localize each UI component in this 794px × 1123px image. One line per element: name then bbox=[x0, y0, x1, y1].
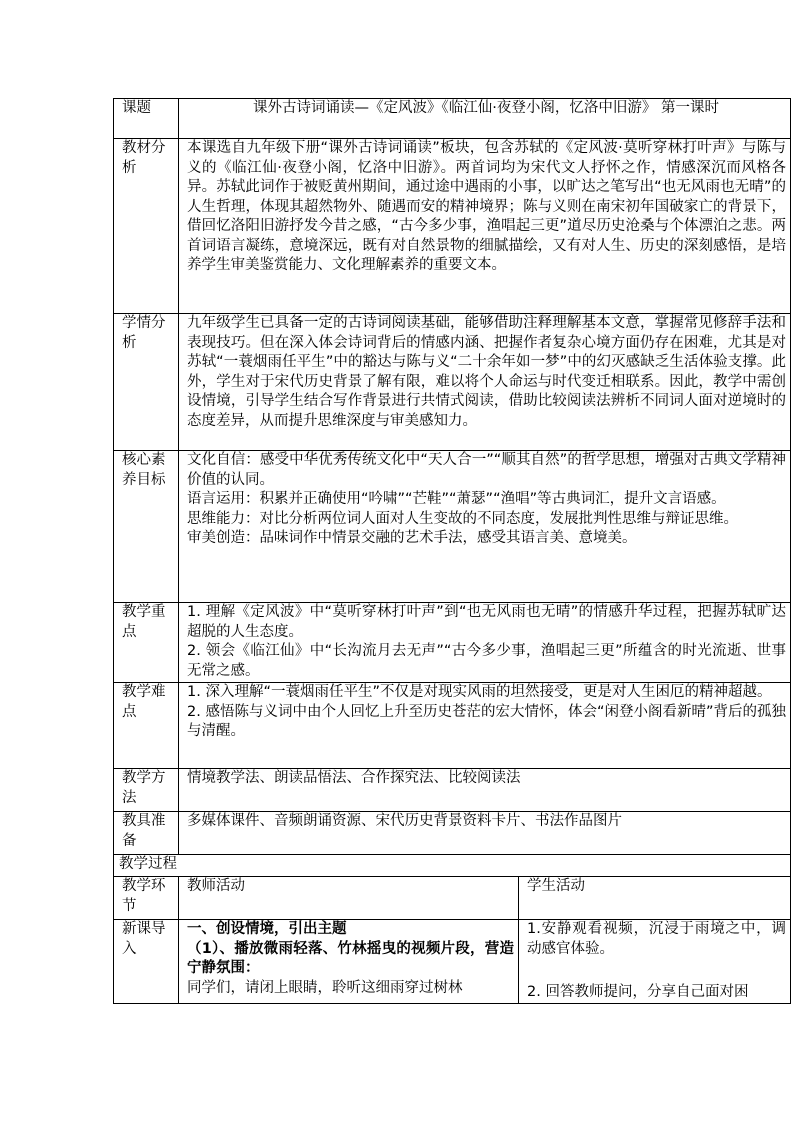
goal-item: 语言运用：积累并正确使用“吟啸”“芒鞋”“萧瑟”“渔唱”等古典词汇，提升文言语感。 bbox=[187, 491, 726, 507]
row-process bbox=[114, 855, 791, 877]
goal-item: 文化自信：感受中华优秀传统文化中“天人合一”“顺其自然”的哲学思想，增强对古典文学精神价值的认同。 bbox=[187, 452, 786, 488]
row-goals bbox=[114, 451, 791, 603]
row-difficulty bbox=[114, 683, 791, 769]
material-analysis-text: 本课选自九年级下册“课外古诗词诵读”板块，包含苏轼的《定风波·莫听穿林打叶声》与陈与义的《临江仙·夜登小阁，忆洛中旧游》。两首词均为宋代文人抒怀之作，情感深沉而风格各异。苏轼此词作于被贬黄州期间，通过途中遇雨的小事，以旷达之笔写出“也无风雨也无晴”的人生哲理，体现其超然物外、随遇而安的精神境界；陈与义则在南宋初年国破家亡的背景下，借回忆洛阳旧游抒发今昔之感，“古今多少事，渔唱起三更”道尽历史沧桑与个体漂泊之悲。两首词语言凝练，意境深远，既有对自然景物的细腻描绘，又有对人生、历史的深刻感悟，是培养学生审美鉴赏能力、文化理解素养的重要文本。 bbox=[179, 139, 791, 314]
row-material bbox=[114, 139, 791, 314]
row-methods bbox=[114, 769, 791, 812]
difficulty-item: 2. 感悟陈与义词中由个人回忆上升至历史苍茫的宏大情怀，体会“闲登小阁看新晴”背后的孤独与清醒。 bbox=[187, 703, 786, 739]
focus-item: 1. 理解《定风波》中“莫听穿林打叶声”到“也无风雨也无晴”的情感升华过程，把握苏轼旷达超脱的人生态度。 bbox=[187, 604, 786, 640]
student-item: 1.安静观看视频，沉浸于雨境之中，调动感官体验。 bbox=[527, 921, 786, 957]
teacher-heading: 一、创设情境，引出主题 bbox=[187, 921, 347, 937]
row-process-header bbox=[114, 877, 791, 920]
teaching-difficulty bbox=[179, 683, 791, 769]
label-methods: 教学方法 bbox=[114, 769, 179, 812]
teaching-methods: 情境教学法、朗读品悟法、合作探究法、比较阅读法 bbox=[179, 769, 791, 812]
label-title: 课题 bbox=[114, 99, 179, 139]
header-student: 学生活动 bbox=[519, 877, 791, 920]
row-tools bbox=[114, 812, 791, 855]
stage-label: 新课导入 bbox=[114, 920, 179, 1004]
label-difficulty: 教学难点 bbox=[114, 683, 179, 769]
row-focus bbox=[114, 603, 791, 683]
label-tools: 教具准备 bbox=[114, 812, 179, 855]
header-teacher: 教师活动 bbox=[179, 877, 519, 920]
core-goals bbox=[179, 451, 791, 603]
lesson-title: 课外古诗词诵读—《定风波》《临江仙·夜登小阁，忆洛中旧游》 第一课时 bbox=[179, 99, 791, 139]
header-stage: 教学环节 bbox=[114, 877, 179, 920]
lesson-plan-table bbox=[113, 98, 791, 1004]
teaching-tools: 多媒体课件、音频朗诵资源、宋代历史背景资料卡片、书法作品图片 bbox=[179, 812, 791, 855]
teacher-subheading: （1）、播放微雨轻落、竹林摇曳的视频片段，营造宁静氛围： bbox=[187, 940, 514, 976]
row-stage-intro bbox=[114, 920, 791, 1004]
student-activity bbox=[519, 920, 791, 1004]
label-material: 教材分析 bbox=[114, 139, 179, 314]
goal-item: 审美创造：品味词作中情景交融的艺术手法，感受其语言美、意境美。 bbox=[187, 530, 637, 546]
label-learners: 学情分析 bbox=[114, 314, 179, 451]
process-heading: 教学过程 bbox=[114, 855, 791, 877]
teacher-text: 同学们，请闭上眼睛，聆听这细雨穿过树林 bbox=[187, 979, 463, 996]
teacher-activity bbox=[179, 920, 519, 1004]
label-goals: 核心素养目标 bbox=[114, 451, 179, 603]
row-title bbox=[114, 99, 791, 139]
learner-analysis-text: 九年级学生已具备一定的古诗词阅读基础，能够借助注释理解基本文意，掌握常见修辞手法和表现技巧。但在深入体会诗词背后的情感内涵、把握作者复杂心境方面仍存在困难，尤其是对苏轼“一蓑烟雨任平生”中的豁达与陈与义“二十余年如一梦”中的幻灭感缺乏生活体验支撑。此外，学生对于宋代历史背景了解有限，难以将个人命运与时代变迁相联系。因此，教学中需创设情境，引导学生结合写作背景进行共情式阅读，借助比较阅读法辨析不同词人面对逆境时的态度差异，从而提升思维深度与审美感知力。 bbox=[179, 314, 791, 451]
difficulty-item: 1. 深入理解“一蓑烟雨任平生”不仅是对现实风雨的坦然接受，更是对人生困厄的精神超越。 bbox=[187, 684, 772, 700]
student-item: 2. 回答教师提问，分享自己面对困 bbox=[527, 984, 749, 1000]
label-focus: 教学重点 bbox=[114, 603, 179, 683]
focus-item: 2. 领会《临江仙》中“长沟流月去无声”“古今多少事，渔唱起三更”所蕴含的时光流逝、世事无常之感。 bbox=[187, 643, 786, 679]
teaching-focus bbox=[179, 603, 791, 683]
row-learners bbox=[114, 314, 791, 451]
goal-item: 思维能力：对比分析两位词人面对人生变故的不同态度，发展批判性思维与辩证思维。 bbox=[187, 510, 738, 527]
